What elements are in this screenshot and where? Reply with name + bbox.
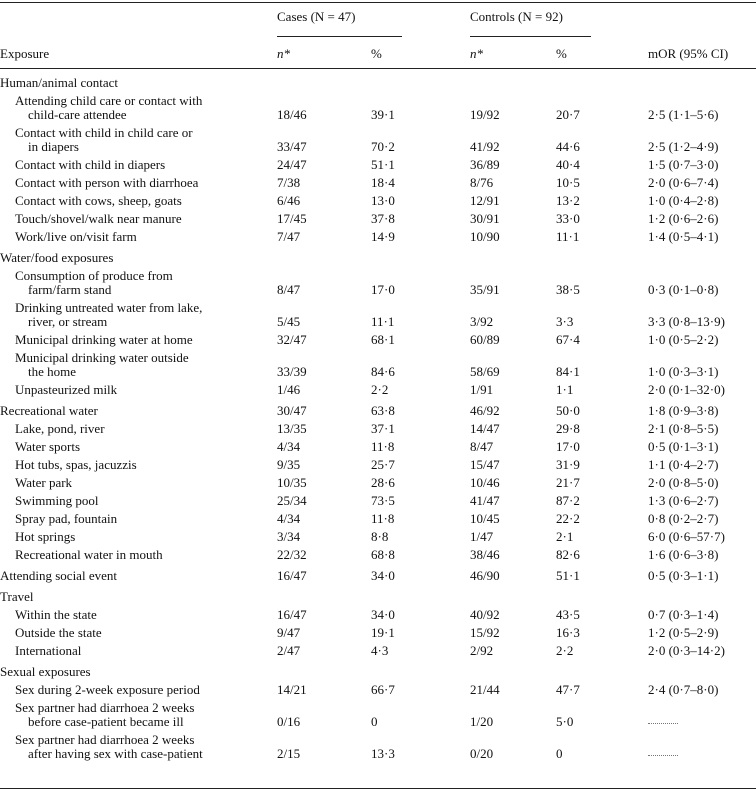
controls-n-cell: 41/47 <box>470 493 500 508</box>
controls-pct-cell: 20·7 <box>556 107 580 122</box>
controls-n-cell: 14/47 <box>470 421 500 436</box>
cases-pct-cell: 84·6 <box>371 364 395 379</box>
exposure-label: after having sex with case-patient <box>28 746 203 761</box>
controls-pct-cell: 33·0 <box>556 211 580 226</box>
cases-pct-cell: 14·9 <box>371 229 395 244</box>
cases-group-header: Cases (N = 47) <box>277 9 356 24</box>
cases-n-cell: 6/46 <box>277 193 301 208</box>
mor-cell: 0·7 (0·3–1·4) <box>648 607 719 622</box>
controls-n-cell: 1/20 <box>470 714 494 729</box>
exposure-label: Unpasteurized milk <box>15 382 118 397</box>
mor-cell: 1·4 (0·5–4·1) <box>648 229 719 244</box>
cases-pct-header: % <box>371 46 382 61</box>
controls-n-cell: 46/90 <box>470 568 500 583</box>
controls-pct-cell: 50·0 <box>556 403 580 418</box>
controls-n-cell: 3/92 <box>470 314 494 329</box>
controls-pct-header: % <box>556 46 567 61</box>
exposure-label: Contact with cows, sheep, goats <box>15 193 182 208</box>
mor-cell: 1·3 (0·6–2·7) <box>648 493 719 508</box>
controls-n-cell: 58/69 <box>470 364 500 379</box>
controls-pct-cell: 0 <box>556 746 563 761</box>
mor-cell: 2·1 (0·8–5·5) <box>648 421 719 436</box>
controls-pct-cell: 40·4 <box>556 157 580 172</box>
exposure-label: Sex partner had diarrhoea 2 weeks <box>15 700 195 715</box>
exposure-label: Consumption of produce from <box>15 268 173 283</box>
exposure-label: Within the state <box>15 607 97 622</box>
group-label: Sexual exposures <box>0 664 91 679</box>
mor-cell: 0·5 (0·3–1·1) <box>648 568 719 583</box>
exposure-label: Swimming pool <box>15 493 99 508</box>
cases-n-cell: 16/47 <box>277 568 307 583</box>
controls-n-cell: 10/45 <box>470 511 500 526</box>
cases-span-rule <box>277 36 402 37</box>
cases-pct-cell: 70·2 <box>371 139 395 154</box>
controls-n-cell: 60/89 <box>470 332 500 347</box>
cases-n-cell: 14/21 <box>277 682 307 697</box>
group-label: Travel <box>0 589 34 604</box>
controls-pct-cell: 67·4 <box>556 332 580 347</box>
cases-pct-cell: 68·1 <box>371 332 395 347</box>
cases-n-cell: 18/46 <box>277 107 307 122</box>
controls-pct-cell: 43·5 <box>556 607 580 622</box>
mor-cell: 1·5 (0·7–3·0) <box>648 157 719 172</box>
cases-pct-cell: 11·8 <box>371 439 395 454</box>
controls-pct-cell: 22·2 <box>556 511 580 526</box>
controls-pct-cell: 38·5 <box>556 282 580 297</box>
exposure-label: in diapers <box>28 139 79 154</box>
exposure-label: Water sports <box>15 439 81 454</box>
controls-n-cell: 38/46 <box>470 547 500 562</box>
exposure-label: Hot springs <box>15 529 76 544</box>
mor-cell: 6·0 (0·6–57·7) <box>648 529 725 544</box>
controls-n-cell: 10/90 <box>470 229 500 244</box>
controls-pct-cell: 1·1 <box>556 382 574 397</box>
cases-pct-cell: 68·8 <box>371 547 395 562</box>
cases-pct-cell: 34·0 <box>371 607 395 622</box>
mor-cell: 2·0 (0·6–7·4) <box>648 175 719 190</box>
cases-pct-cell: 11·1 <box>371 314 395 329</box>
mor-cell: 1·1 (0·4–2·7) <box>648 457 719 472</box>
controls-n-cell: 12/91 <box>470 193 500 208</box>
controls-pct-cell: 29·8 <box>556 421 580 436</box>
mor-cell: 2·5 (1·2–4·9) <box>648 139 719 154</box>
controls-pct-cell: 47·7 <box>556 682 580 697</box>
controls-pct-cell: 44·6 <box>556 139 580 154</box>
mor-cell: 1·0 (0·5–2·2) <box>648 332 719 347</box>
cases-pct-cell: 37·8 <box>371 211 395 226</box>
cases-pct-cell: 11·8 <box>371 511 395 526</box>
mor-cell: 1·0 (0·4–2·8) <box>648 193 719 208</box>
cases-pct-cell: 13·0 <box>371 193 395 208</box>
controls-n-cell: 0/20 <box>470 746 494 761</box>
group-label: Attending social event <box>0 568 117 583</box>
cases-pct-cell: 8·8 <box>371 529 389 544</box>
controls-pct-cell: 10·5 <box>556 175 580 190</box>
controls-pct-cell: 82·6 <box>556 547 580 562</box>
mor-cell: 3·3 (0·8–13·9) <box>648 314 725 329</box>
cases-n-cell: 13/35 <box>277 421 307 436</box>
controls-n-cell: 15/47 <box>470 457 500 472</box>
cases-n-cell: 24/47 <box>277 157 307 172</box>
cases-n-cell: 17/45 <box>277 211 307 226</box>
controls-n-cell: 8/76 <box>470 175 494 190</box>
exposure-label: Contact with child in diapers <box>15 157 166 172</box>
cases-n-cell: 10/35 <box>277 475 307 490</box>
cases-n-cell: 9/35 <box>277 457 301 472</box>
exposure-label: child-care attendee <box>28 107 127 122</box>
controls-pct-cell: 5·0 <box>556 714 574 729</box>
exposure-label: before case-patient became ill <box>28 714 184 729</box>
cases-n-cell: 33/39 <box>277 364 307 379</box>
mor-cell: 2·0 (0·3–14·2) <box>648 643 725 658</box>
exposure-label: Contact with person with diarrhoea <box>15 175 199 190</box>
cases-pct-cell: 13·3 <box>371 746 395 761</box>
cases-n-cell: 7/47 <box>277 229 301 244</box>
cases-n-cell: 2/47 <box>277 643 301 658</box>
top-rule <box>0 2 756 3</box>
cases-n-cell: 1/46 <box>277 382 301 397</box>
bottom-rule <box>0 788 756 789</box>
cases-pct-cell: 18·4 <box>371 175 395 190</box>
exposure-label: the home <box>28 364 77 379</box>
exposure-label: Recreational water in mouth <box>15 547 163 562</box>
cases-n-cell: 9/47 <box>277 625 301 640</box>
controls-n-cell: 36/89 <box>470 157 500 172</box>
controls-n-cell: 10/46 <box>470 475 500 490</box>
exposure-label: river, or stream <box>28 314 108 329</box>
cases-n-cell: 8/47 <box>277 282 301 297</box>
controls-pct-cell: 21·7 <box>556 475 580 490</box>
controls-n-cell: 21/44 <box>470 682 500 697</box>
exposure-label: Spray pad, fountain <box>15 511 118 526</box>
cases-n-header: n* <box>277 46 290 61</box>
cases-n-cell: 3/34 <box>277 529 301 544</box>
mor-cell: 0·3 (0·1–0·8) <box>648 282 719 297</box>
controls-pct-cell: 87·2 <box>556 493 580 508</box>
controls-n-cell: 2/92 <box>470 643 494 658</box>
mor-cell: 1·2 (0·5–2·9) <box>648 625 719 640</box>
controls-n-header: n* <box>470 46 483 61</box>
cases-pct-cell: 28·6 <box>371 475 395 490</box>
cases-n-cell: 5/45 <box>277 314 301 329</box>
controls-pct-cell: 51·1 <box>556 568 580 583</box>
controls-n-cell: 30/91 <box>470 211 500 226</box>
mor-cell: 1·2 (0·6–2·6) <box>648 211 719 226</box>
controls-pct-cell: 16·3 <box>556 625 580 640</box>
controls-pct-cell: 31·9 <box>556 457 580 472</box>
controls-pct-cell: 13·2 <box>556 193 580 208</box>
controls-n-cell: 35/91 <box>470 282 500 297</box>
controls-n-cell: 41/92 <box>470 139 500 154</box>
cases-n-cell: 32/47 <box>277 332 307 347</box>
cases-pct-cell: 25·7 <box>371 457 395 472</box>
controls-n-cell: 46/92 <box>470 403 500 418</box>
cases-pct-cell: 34·0 <box>371 568 395 583</box>
cases-pct-cell: 39·1 <box>371 107 395 122</box>
exposure-label: Municipal drinking water outside <box>15 350 189 365</box>
mor-cell: 2·0 (0·1–32·0) <box>648 382 725 397</box>
mor-cell: 0·8 (0·2–2·7) <box>648 511 719 526</box>
group-label: Recreational water <box>0 403 98 418</box>
exposure-label: Contact with child in child care or <box>15 125 193 140</box>
exposure-label: farm/farm stand <box>28 282 112 297</box>
mor-header: mOR (95% CI) <box>648 46 729 61</box>
exposure-label: Work/live on/visit farm <box>15 229 137 244</box>
cases-n-cell: 25/34 <box>277 493 307 508</box>
cases-pct-cell: 51·1 <box>371 157 395 172</box>
controls-n-cell: 1/91 <box>470 382 494 397</box>
controls-n-cell: 19/92 <box>470 107 500 122</box>
controls-pct-cell: 3·3 <box>556 314 574 329</box>
mor-cell: 2·4 (0·7–8·0) <box>648 682 719 697</box>
exposure-label: International <box>15 643 82 658</box>
cases-pct-cell: 4·3 <box>371 643 389 658</box>
cases-n-cell: 33/47 <box>277 139 307 154</box>
cases-pct-cell: 17·0 <box>371 282 395 297</box>
mor-cell: 2·5 (1·1–5·6) <box>648 107 719 122</box>
cases-n-cell: 4/34 <box>277 511 301 526</box>
exposure-label: Attending child care or contact with <box>15 93 203 108</box>
exposure-label: Outside the state <box>15 625 102 640</box>
mor-cell: 1·6 (0·6–3·8) <box>648 547 719 562</box>
mor-cell: 2·0 (0·8–5·0) <box>648 475 719 490</box>
controls-pct-cell: 84·1 <box>556 364 580 379</box>
cases-pct-cell: 73·5 <box>371 493 395 508</box>
controls-n-cell: 15/92 <box>470 625 500 640</box>
mor-cell: 0·5 (0·1–3·1) <box>648 439 719 454</box>
cases-n-cell: 4/34 <box>277 439 301 454</box>
controls-n-cell: 40/92 <box>470 607 500 622</box>
controls-n-cell: 8/47 <box>470 439 494 454</box>
cases-n-cell: 0/16 <box>277 714 301 729</box>
mor-cell: 1·0 (0·3–3·1) <box>648 364 719 379</box>
controls-span-rule <box>470 36 591 37</box>
cases-n-cell: 22/32 <box>277 547 307 562</box>
exposure-label: Drinking untreated water from lake, <box>15 300 203 315</box>
exposure-label: Touch/shovel/walk near manure <box>15 211 182 226</box>
controls-pct-cell: 2·2 <box>556 643 574 658</box>
cases-n-cell: 7/38 <box>277 175 301 190</box>
cases-n-cell: 30/47 <box>277 403 307 418</box>
not-applicable-dash <box>648 723 678 725</box>
cases-pct-cell: 0 <box>371 714 378 729</box>
cases-pct-cell: 63·8 <box>371 403 395 418</box>
controls-pct-cell: 2·1 <box>556 529 574 544</box>
cases-pct-cell: 37·1 <box>371 421 395 436</box>
exposure-label: Lake, pond, river <box>15 421 105 436</box>
exposure-label: Sex partner had diarrhoea 2 weeks <box>15 732 195 747</box>
controls-group-header: Controls (N = 92) <box>470 9 563 24</box>
mor-cell: 1·8 (0·9–3·8) <box>648 403 719 418</box>
group-label: Human/animal contact <box>0 75 119 90</box>
cases-n-cell: 16/47 <box>277 607 307 622</box>
exposure-label: Municipal drinking water at home <box>15 332 193 347</box>
not-applicable-dash <box>648 755 678 757</box>
header-rule <box>0 68 756 69</box>
cases-pct-cell: 2·2 <box>371 382 389 397</box>
cases-pct-cell: 66·7 <box>371 682 395 697</box>
exposure-label: Hot tubs, spas, jacuzzis <box>15 457 137 472</box>
cases-n-cell: 2/15 <box>277 746 301 761</box>
exposure-header: Exposure <box>0 46 50 61</box>
controls-n-cell: 1/47 <box>470 529 494 544</box>
controls-pct-cell: 11·1 <box>556 229 580 244</box>
cases-pct-cell: 19·1 <box>371 625 395 640</box>
exposure-label: Sex during 2-week exposure period <box>15 682 200 697</box>
exposure-label: Water park <box>15 475 73 490</box>
controls-pct-cell: 17·0 <box>556 439 580 454</box>
group-label: Water/food exposures <box>0 250 114 265</box>
